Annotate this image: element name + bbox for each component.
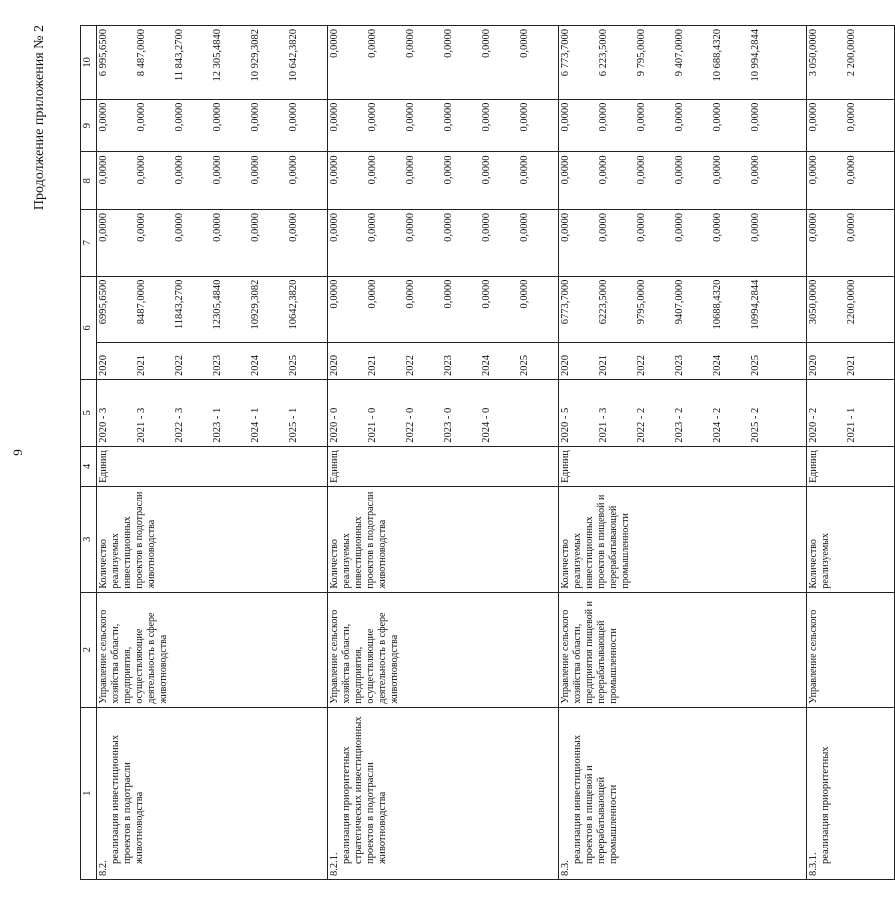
header-cell: 4 <box>81 446 97 486</box>
total-cell-value: 10642,3820 <box>288 279 299 330</box>
col9-cell-value: 0,0000 <box>712 102 723 132</box>
plan-cell-value: 2021 - 0 <box>367 407 378 443</box>
row-number: 8.2. <box>98 860 109 876</box>
col7-cell-value: 0,0000 <box>481 212 492 242</box>
year-cell <box>559 343 807 380</box>
year-cell-value: 2023 <box>674 355 685 377</box>
col9-cell <box>807 99 895 152</box>
year-cell-value: 2020 <box>808 355 819 377</box>
year-cell <box>328 343 559 380</box>
executor-cell: Управление сельского хозяйства области, предприятия пищевой и перерабатывающей промышленности <box>559 592 807 707</box>
col8-cell-value: 0,0000 <box>481 155 492 185</box>
row-name: реализация приоритетных стратегических инвестиционных проектов в подотрасли животноводства <box>341 716 388 864</box>
year-cell-value: 2020 <box>329 355 340 377</box>
plan-cell-value: 2025 - 1 <box>288 407 299 443</box>
total-cell-value: 0,0000 <box>519 279 530 309</box>
indicator-cell: Количество реализуемых инвестиционных проектов в пищевой и перерабатывающей промышленности <box>559 486 807 592</box>
total-cell-value: 12305,4840 <box>212 279 223 330</box>
col8-cell-value: 0,0000 <box>846 155 857 185</box>
header-cell: 2 <box>81 592 97 707</box>
header-cell: 1 <box>81 707 97 879</box>
col9-cell-value: 0,0000 <box>329 102 340 132</box>
executor-cell: Управление сельского <box>807 592 895 707</box>
total-cell-value: 10994,2844 <box>750 279 761 330</box>
page-number: 9 <box>10 449 25 456</box>
col7-cell-value: 0,0000 <box>250 212 261 242</box>
col9-cell-value: 0,0000 <box>560 102 571 132</box>
row-number-and-name <box>328 707 559 879</box>
plan-cell-value: 2020 - 2 <box>808 407 819 443</box>
col8-cell <box>328 152 559 209</box>
unit-cell: Единиц <box>328 446 559 486</box>
row-number: 8.2.1. <box>329 852 340 876</box>
col9-cell-value: 0,0000 <box>846 102 857 132</box>
year-cell-value: 2023 <box>212 355 223 377</box>
col7-cell-value: 0,0000 <box>560 212 571 242</box>
col10-cell-value: 6 995,6500 <box>98 29 109 77</box>
col9-cell-value: 0,0000 <box>98 102 109 132</box>
col10-cell <box>97 26 328 100</box>
col10-cell-value: 9 795,0000 <box>636 29 647 77</box>
total-cell <box>807 276 895 343</box>
col8-cell-value: 0,0000 <box>136 155 147 185</box>
year-cell-value: 2020 <box>98 355 109 377</box>
indicator-cell: Количество реализуемых <box>807 486 895 592</box>
col7-cell-value: 0,0000 <box>712 212 723 242</box>
col9-cell-value: 0,0000 <box>288 102 299 132</box>
year-cell-value: 2022 <box>405 355 416 377</box>
total-cell-value: 0,0000 <box>329 279 340 309</box>
plan-cell-value: 2022 - 3 <box>174 407 185 443</box>
plan-cell-value: 2021 - 3 <box>598 407 609 443</box>
program-table <box>80 25 895 880</box>
total-cell-value: 0,0000 <box>443 279 454 309</box>
total-cell-value: 9795,0000 <box>636 279 647 325</box>
col8-cell-value: 0,0000 <box>598 155 609 185</box>
header-cell: 7 <box>81 209 97 276</box>
plan-cell-value: 2020 - 0 <box>329 407 340 443</box>
col7-cell-value: 0,0000 <box>405 212 416 242</box>
total-cell-value: 0,0000 <box>481 279 492 309</box>
col10-cell-value: 10 642,3820 <box>288 29 299 82</box>
col9-cell <box>559 99 807 152</box>
col9-cell-value: 0,0000 <box>750 102 761 132</box>
col7-cell-value: 0,0000 <box>519 212 530 242</box>
col10-cell-value: 0,0000 <box>367 29 378 58</box>
total-cell-value: 9407,0000 <box>674 279 685 325</box>
header-cell: 6 <box>81 276 97 379</box>
col9-cell-value: 0,0000 <box>136 102 147 132</box>
col10-cell <box>807 26 895 100</box>
executor-cell: Управление сельского хозяйства области, предприятия, осуществляющие деятельность в сфере животноводства <box>328 592 559 707</box>
row-name: реализация приоритетных <box>820 746 831 864</box>
indicator-cell: Количество реализуемых инвестиционных проектов в подотрасли животноводства <box>328 486 559 592</box>
table-row <box>97 26 328 880</box>
col7-cell-value: 0,0000 <box>367 212 378 242</box>
year-cell-value: 2025 <box>750 355 761 377</box>
plan-cell-value: 2021 - 3 <box>136 407 147 443</box>
col7-cell <box>807 209 895 276</box>
col9-cell-value: 0,0000 <box>674 102 685 132</box>
col9-cell-value: 0,0000 <box>212 102 223 132</box>
col8-cell <box>97 152 328 209</box>
col9-cell-value: 0,0000 <box>250 102 261 132</box>
header-cell: 10 <box>81 26 97 100</box>
col10-cell-value: 0,0000 <box>405 29 416 58</box>
year-cell-value: 2024 <box>250 355 261 377</box>
col7-cell-value: 0,0000 <box>98 212 109 242</box>
col7-cell-value: 0,0000 <box>674 212 685 242</box>
col9-cell-value: 0,0000 <box>519 102 530 132</box>
row-number-and-name <box>559 707 807 879</box>
plan-cell-value: 2020 - 5 <box>560 407 571 443</box>
year-cell-value: 2024 <box>481 355 492 377</box>
col10-cell-value: 10 929,3082 <box>250 29 261 82</box>
col8-cell-value: 0,0000 <box>367 155 378 185</box>
plan-cell-value: 2020 - 3 <box>98 407 109 443</box>
total-cell-value: 8487,0000 <box>136 279 147 325</box>
plan-cell-value: 2022 - 0 <box>405 407 416 443</box>
unit-cell: Единиц <box>559 446 807 486</box>
plan-cell <box>97 380 328 447</box>
col10-cell <box>559 26 807 100</box>
total-cell-value: 3050,0000 <box>808 279 819 325</box>
year-cell <box>97 343 328 380</box>
year-cell <box>807 343 895 380</box>
col8-cell-value: 0,0000 <box>674 155 685 185</box>
col10-cell-value: 2 200,0000 <box>846 29 857 77</box>
table-row <box>559 26 807 880</box>
col9-cell-value: 0,0000 <box>443 102 454 132</box>
col8-cell <box>807 152 895 209</box>
unit-cell: Единиц <box>97 446 328 486</box>
col7-cell-value: 0,0000 <box>808 212 819 242</box>
col10-cell-value: 6 223,5000 <box>598 29 609 77</box>
table-row <box>807 26 895 880</box>
col8-cell-value: 0,0000 <box>250 155 261 185</box>
year-cell-value: 2021 <box>598 355 609 377</box>
row-number-and-name <box>807 707 895 879</box>
col9-cell-value: 0,0000 <box>636 102 647 132</box>
col10-cell-value: 6 773,7000 <box>560 29 571 77</box>
executor-cell: Управление сельского хозяйства области, предприятия, осуществляющие деятельность в сфере животноводства <box>97 592 328 707</box>
header-cell: 8 <box>81 152 97 209</box>
col10-cell-value: 0,0000 <box>519 29 530 58</box>
col9-cell-value: 0,0000 <box>598 102 609 132</box>
indicator-cell: Количество реализуемых инвестиционных проектов в подотрасли животноводства <box>97 486 328 592</box>
col8-cell-value: 0,0000 <box>174 155 185 185</box>
plan-cell-value: 2023 - 0 <box>443 407 454 443</box>
col8-cell-value: 0,0000 <box>212 155 223 185</box>
col10-cell-value: 8 487,0000 <box>136 29 147 77</box>
col9-cell <box>328 99 559 152</box>
plan-cell-value: 2024 - 0 <box>481 407 492 443</box>
col9-cell-value: 0,0000 <box>808 102 819 132</box>
year-cell-value: 2022 <box>174 355 185 377</box>
col7-cell-value: 0,0000 <box>636 212 647 242</box>
col8-cell-value: 0,0000 <box>405 155 416 185</box>
col7-cell-value: 0,0000 <box>846 212 857 242</box>
appendix-caption: Продолжение приложения № 2 <box>32 25 47 211</box>
plan-cell-value: 2024 - 1 <box>250 407 261 443</box>
col10-cell-value: 9 407,0000 <box>674 29 685 77</box>
row-name: реализация инвестиционных проектов в подотрасли животноводства <box>110 734 145 864</box>
year-cell-value: 2024 <box>712 355 723 377</box>
total-cell-value: 10688,4320 <box>712 279 723 330</box>
col7-cell-value: 0,0000 <box>136 212 147 242</box>
year-cell-value: 2022 <box>636 355 647 377</box>
col7-cell-value: 0,0000 <box>212 212 223 242</box>
col10-cell-value: 12 305,4840 <box>212 29 223 82</box>
col7-cell-value: 0,0000 <box>288 212 299 242</box>
col7-cell-value: 0,0000 <box>750 212 761 242</box>
col10-cell-value: 0,0000 <box>481 29 492 58</box>
col8-cell-value: 0,0000 <box>288 155 299 185</box>
col9-cell <box>97 99 328 152</box>
plan-cell-value: 2023 - 2 <box>674 407 685 443</box>
year-cell-value: 2020 <box>560 355 571 377</box>
col9-cell-value: 0,0000 <box>481 102 492 132</box>
total-cell <box>328 276 559 343</box>
col10-cell-value: 10 994,2844 <box>750 29 761 82</box>
col8-cell-value: 0,0000 <box>519 155 530 185</box>
plan-cell <box>807 380 895 447</box>
plan-cell-value: 2024 - 2 <box>712 407 723 443</box>
rotated-content <box>10 25 857 880</box>
total-cell-value: 0,0000 <box>405 279 416 309</box>
col8-cell-value: 0,0000 <box>98 155 109 185</box>
col9-cell-value: 0,0000 <box>174 102 185 132</box>
plan-cell-value <box>519 383 557 443</box>
col7-cell <box>328 209 559 276</box>
year-cell-value: 2021 <box>136 355 147 377</box>
total-cell <box>97 276 328 343</box>
col10-cell-value: 3 050,0000 <box>808 29 819 77</box>
year-cell-value: 2025 <box>288 355 299 377</box>
col8-cell-value: 0,0000 <box>443 155 454 185</box>
total-cell-value: 6223,5000 <box>598 279 609 325</box>
col10-cell-value: 11 843,2700 <box>174 29 185 82</box>
plan-cell-value: 2022 - 2 <box>636 407 647 443</box>
col7-cell <box>559 209 807 276</box>
plan-cell <box>328 380 559 447</box>
col7-cell-value: 0,0000 <box>329 212 340 242</box>
col10-cell-value: 0,0000 <box>443 29 454 58</box>
row-number: 8.3.1. <box>808 852 819 876</box>
col7-cell-value: 0,0000 <box>598 212 609 242</box>
total-cell-value: 11843,2700 <box>174 279 185 330</box>
total-cell-value: 10929,3082 <box>250 279 261 330</box>
col8-cell-value: 0,0000 <box>712 155 723 185</box>
col9-cell-value: 0,0000 <box>405 102 416 132</box>
row-number-and-name <box>97 707 328 879</box>
row-number: 8.3. <box>560 860 571 876</box>
year-cell-value: 2023 <box>443 355 454 377</box>
col9-cell-value: 0,0000 <box>367 102 378 132</box>
plan-cell-value: 2021 - 1 <box>846 407 857 443</box>
col8-cell-value: 0,0000 <box>560 155 571 185</box>
year-cell-value: 2025 <box>519 355 530 377</box>
total-cell-value: 2200,0000 <box>846 279 857 325</box>
col7-cell-value: 0,0000 <box>443 212 454 242</box>
total-cell <box>559 276 807 343</box>
col8-cell-value: 0,0000 <box>750 155 761 185</box>
total-cell-value: 0,0000 <box>367 279 378 309</box>
col7-cell <box>97 209 328 276</box>
plan-cell <box>559 380 807 447</box>
header-row <box>81 26 97 880</box>
plan-cell-value: 2025 - 2 <box>750 407 761 443</box>
table-row <box>328 26 559 880</box>
total-cell-value: 6995,6500 <box>98 279 109 325</box>
year-cell-value: 2021 <box>846 355 857 377</box>
col8-cell-value: 0,0000 <box>808 155 819 185</box>
col8-cell-value: 0,0000 <box>329 155 340 185</box>
year-cell-value: 2021 <box>367 355 378 377</box>
col10-cell-value: 10 688,4320 <box>712 29 723 82</box>
header-cell: 9 <box>81 99 97 152</box>
col10-cell-value: 0,0000 <box>329 29 340 58</box>
total-cell-value: 6773,7000 <box>560 279 571 325</box>
unit-cell: Единиц <box>807 446 895 486</box>
col8-cell-value: 0,0000 <box>636 155 647 185</box>
header-cell: 3 <box>81 486 97 592</box>
header-cell: 5 <box>81 380 97 447</box>
col10-cell <box>328 26 559 100</box>
plan-cell-value: 2023 - 1 <box>212 407 223 443</box>
col7-cell-value: 0,0000 <box>174 212 185 242</box>
col8-cell <box>559 152 807 209</box>
row-name: реализация инвестиционных проектов в пищевой и перерабатывающей промышленности <box>572 734 619 864</box>
